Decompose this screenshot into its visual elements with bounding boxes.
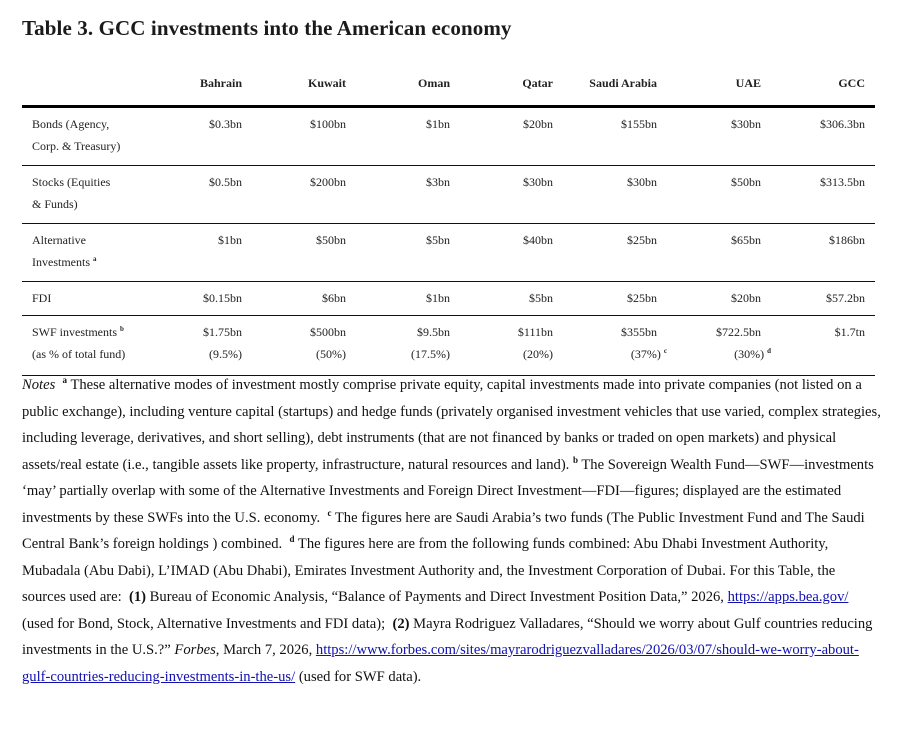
footnote-b-text: The Sovereign Wealth Fund—SWF—investments ‘may’ partially overlap with some of the Alternative Investments and Foreign Direct Investment—FDI—figures; displayed are the estimated investments by these SWFs into the U.S. economy.: [22, 456, 874, 526]
cell-oman: $5bn: [426, 233, 450, 247]
swf-percent: (9.5%): [209, 347, 242, 361]
footnote-marker-a: a: [93, 255, 97, 263]
cell-uae: $50bn: [731, 175, 761, 189]
cell-uae: $30bn: [731, 117, 761, 131]
col-header-qatar: Qatar: [522, 76, 553, 90]
row-label: [22, 282, 138, 316]
cell-bahrain: $0.3bn: [209, 117, 242, 131]
row-label-line1: SWF investments: [32, 325, 118, 339]
footnote-marker-d: d: [767, 347, 771, 355]
notes-label: Notes: [22, 377, 56, 393]
swf-value: $1.75bn: [203, 325, 242, 339]
table-row-swf-investments: [22, 316, 875, 376]
cell-qatar: $5bn: [529, 291, 553, 305]
col-header-bahrain: Bahrain: [199, 76, 242, 90]
cell-bahrain: $0.5bn: [209, 175, 242, 189]
row-label: [22, 166, 138, 224]
cell-kuwait: $50bn: [316, 233, 346, 247]
cell-kuwait: $100bn: [310, 117, 346, 131]
row-label-line1: Alternative: [32, 233, 86, 247]
row-label-line2: Corp. & Treasury): [32, 139, 121, 153]
row-label: [22, 316, 138, 376]
source-2-number: (2): [392, 615, 410, 632]
swf-percent: (20%): [523, 347, 553, 361]
cell-qatar: [450, 316, 553, 376]
cell-bahrain: $0.15bn: [203, 291, 242, 305]
row-label-line1: Stocks (Equities: [32, 175, 111, 189]
table-title: Table 3. GCC investments into the American economy: [22, 16, 512, 40]
swf-percent: (30%): [734, 347, 765, 361]
cell-kuwait: $200bn: [310, 175, 346, 189]
row-label-line2: Investments: [32, 255, 90, 269]
cell-oman: $1bn: [426, 291, 450, 305]
table-row-fdi: [22, 282, 875, 316]
swf-value: $111bn: [517, 325, 553, 339]
source-1-tail: (used for Bond, Stock, Alternative Investments and FDI data);: [22, 615, 386, 632]
swf-percent: (37%): [630, 347, 661, 361]
source-1-link[interactable]: https://apps.bea.gov/: [727, 589, 849, 605]
cell-bahrain: [138, 316, 242, 376]
swf-value: $9.5bn: [417, 325, 450, 339]
footnote-c-marker: c: [327, 507, 332, 518]
source-2-publication: Forbes: [174, 642, 216, 658]
source-1-text: Bureau of Economic Analysis, “Balance of Payments and Direct Investment Position Data,” 2026,: [149, 589, 724, 605]
footnote-a-marker: a: [62, 375, 68, 386]
cell-uae: [657, 316, 771, 376]
cell-oman: [346, 316, 450, 376]
source-2-date: , March 7, 2026,: [215, 642, 313, 658]
footnote-b-marker: b: [572, 454, 578, 465]
col-header-kuwait: Kuwait: [307, 76, 346, 90]
cell-qatar: $40bn: [523, 233, 553, 247]
col-header-saudi-arabia: Saudi Arabia: [589, 76, 657, 90]
cell-saudi-arabia: $25bn: [627, 291, 657, 305]
cell-oman: $3bn: [426, 175, 450, 189]
col-header-oman: Oman: [417, 76, 450, 90]
row-label-line1: FDI: [32, 291, 52, 305]
row-label: [22, 224, 138, 282]
row-label-line2: (as % of total fund): [32, 347, 126, 361]
col-header-gcc: GCC: [838, 76, 865, 90]
cell-gcc: $186bn: [829, 233, 865, 247]
footnote-marker-c: c: [663, 347, 667, 355]
cell-gcc: $57.2bn: [826, 291, 865, 305]
row-label: [22, 107, 138, 166]
table-row-stocks: [22, 166, 875, 224]
source-2-link[interactable]: https://www.forbes.com/sites/mayrarodriguezvalladares/2026/03/07/should-we-worry-about-gulf-countries-reducing-investments-in-the-us/: [22, 642, 859, 685]
cell-gcc: $313.5bn: [820, 175, 865, 189]
source-2-tail: (used for SWF data).: [298, 668, 422, 685]
source-2-text: Mayra Rodriguez Valladares, “Should we worry about Gulf countries reducing investments in the U.S.?”: [22, 615, 873, 658]
table-row-bonds: [22, 107, 875, 166]
cell-oman: $1bn: [426, 117, 450, 131]
swf-value: $722.5bn: [716, 325, 761, 339]
footnote-a-text: These alternative modes of investment mostly comprise private equity, capital investments made into private companies (not listed on a public exchange), including venture capital (startups) and hedge funds (privately organised investment vehicles that use varied, complex strategies, including leverage, derivatives, and short selling), debt instruments (that are not financed by banks or traded on open markets) and physical assets/real estate (i.e., tangible assets like property, infrastructure, natural resources and land).: [22, 377, 881, 473]
swf-value: $355bn: [621, 325, 657, 339]
footnote-marker-b: b: [120, 325, 124, 333]
table-notes: [22, 372, 882, 690]
investments-table: [22, 76, 875, 376]
row-label-line2: & Funds): [32, 197, 78, 211]
col-header-uae: UAE: [735, 76, 761, 90]
footnote-d-text: The figures here are from the following funds combined: Abu Dhabi Investment Authority, Mubadala (Abu Dabi), L’IMAD (Abu Dhabi), Emirates Investment Authority and, the Investment Corporation of Dubai. For this Table, the sources used are:: [22, 536, 836, 605]
cell-saudi-arabia: $30bn: [627, 175, 657, 189]
swf-percent: (50%): [316, 347, 346, 361]
header-empty: [22, 76, 138, 107]
swf-value: $500bn: [310, 325, 346, 339]
cell-gcc: [761, 316, 875, 376]
cell-kuwait: [242, 316, 346, 376]
table-row-alternative-investments: [22, 224, 875, 282]
cell-qatar: $20bn: [523, 117, 553, 131]
swf-value: $1.7tn: [834, 325, 865, 339]
footnote-d-marker: d: [289, 534, 295, 545]
row-label-line1: Bonds (Agency,: [32, 117, 110, 131]
swf-percent: (17.5%): [411, 347, 450, 361]
cell-kuwait: $6bn: [322, 291, 346, 305]
cell-uae: $20bn: [731, 291, 761, 305]
cell-saudi-arabia: $155bn: [621, 117, 657, 131]
cell-qatar: $30bn: [523, 175, 553, 189]
cell-bahrain: $1bn: [218, 233, 242, 247]
header-row: [22, 76, 875, 107]
footnote-c-text: The figures here are Saudi Arabia’s two funds (The Public Investment Fund and The Saudi Central Bank’s foreign holdings ) combined.: [22, 509, 865, 552]
source-1-number: (1): [128, 589, 147, 605]
cell-saudi-arabia: [553, 316, 667, 376]
cell-saudi-arabia: $25bn: [627, 233, 657, 247]
cell-gcc: $306.3bn: [820, 117, 865, 131]
cell-uae: $65bn: [731, 233, 761, 247]
